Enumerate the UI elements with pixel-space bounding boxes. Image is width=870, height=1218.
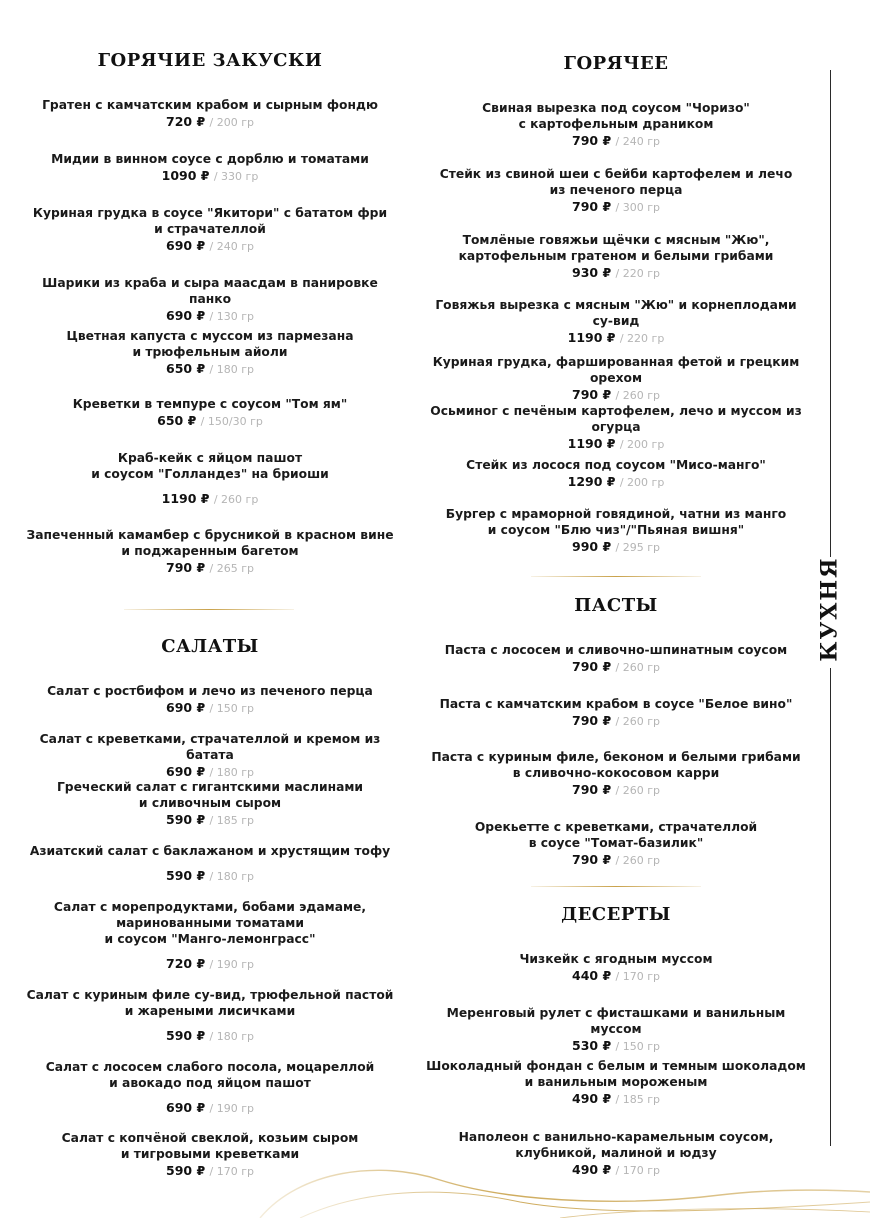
item-price-row <box>426 474 806 491</box>
item-price-row <box>426 968 806 985</box>
item-weight: / 200 гр <box>619 476 665 489</box>
item-weight: / 240 гр <box>615 135 660 148</box>
item-weight: / 180 гр <box>209 766 254 779</box>
menu-item <box>20 779 400 829</box>
menu-item <box>426 457 806 491</box>
side-rule-top <box>830 70 831 557</box>
item-price-row <box>20 868 400 885</box>
item-name: Краб-кейк с яйцом пашот и соусом "Голландез" на бриоши <box>91 451 329 481</box>
section-title-salads: САЛАТЫ <box>161 636 259 657</box>
gold-divider <box>124 609 294 610</box>
item-price: 690 ₽ <box>166 764 206 779</box>
item-name: Говяжья вырезка с мясным "Жю" и корнеплодами су-вид <box>435 298 797 328</box>
item-weight: / 190 гр <box>209 1102 254 1115</box>
item-price-row <box>426 1091 806 1108</box>
item-weight: / 185 гр <box>615 1093 660 1106</box>
menu-item <box>426 166 806 216</box>
item-price-row <box>426 1038 806 1055</box>
item-name: Стейк из лосося под соусом "Мисо-манго" <box>466 458 766 472</box>
menu-item <box>426 819 806 869</box>
item-price: 650 ₽ <box>157 413 197 428</box>
item-price-row <box>20 114 400 131</box>
section-title-desserts: ДЕСЕРТЫ <box>561 904 671 925</box>
item-name: Паста с куриным филе, беконом и белыми грибами в сливочно-кокосовом карри <box>431 750 801 780</box>
item-name: Салат с морепродуктами, бобами эдамаме, маринованными томатами и соусом "Манго-лемонграсс" <box>53 900 367 946</box>
menu-item <box>20 205 400 255</box>
menu-item <box>20 275 400 325</box>
menu-item <box>426 1058 806 1108</box>
item-price-row <box>426 265 806 282</box>
item-name: Салат с куриным филе су-вид, трюфельной пастой и жареными лисичками <box>26 988 394 1018</box>
menu-item <box>20 328 400 378</box>
menu-item <box>20 987 400 1045</box>
item-price: 690 ₽ <box>166 1100 206 1115</box>
item-name: Шарики из краба и сыра маасдам в панировке панко <box>42 276 378 306</box>
item-weight: / 260 гр <box>615 715 660 728</box>
item-name: Салат с ростбифом и лечо из печеного перца <box>47 684 373 698</box>
item-name: Паста с лососем и сливочно-шпинатным соусом <box>444 643 788 657</box>
menu-item <box>20 97 400 131</box>
item-price: 650 ₽ <box>166 361 206 376</box>
item-price: 790 ₽ <box>572 133 612 148</box>
menu-item <box>426 506 806 556</box>
item-name: Креветки в темпуре с соусом "Том ям" <box>72 397 348 411</box>
item-price: 1190 ₽ <box>567 330 616 345</box>
item-name: Паста с камчатским крабом в соусе "Белое вино" <box>439 697 793 711</box>
item-weight: / 150 гр <box>615 1040 660 1053</box>
menu-item <box>426 749 806 799</box>
gold-divider <box>531 576 701 577</box>
item-price: 790 ₽ <box>572 782 612 797</box>
side-rule-bottom <box>830 668 831 1146</box>
side-label <box>810 556 850 662</box>
item-name: Шоколадный фондан с белым и темным шоколадом и ванильным мороженым <box>426 1059 806 1089</box>
item-price-row <box>426 133 806 150</box>
item-price-row <box>20 168 400 185</box>
item-name: Томлёные говяжьи щёчки с мясным "Жю", картофельным гратеном и белыми грибами <box>458 233 774 263</box>
item-weight: / 220 гр <box>615 267 660 280</box>
item-name: Азиатский салат с баклажаном и хрустящим тофу <box>29 844 391 858</box>
item-price: 930 ₽ <box>572 265 612 280</box>
item-price: 790 ₽ <box>572 852 612 867</box>
menu-item <box>426 354 806 404</box>
gold-divider <box>531 886 701 887</box>
item-weight: / 200 гр <box>209 116 254 129</box>
item-weight: / 260 гр <box>615 854 660 867</box>
item-price: 590 ₽ <box>166 812 206 827</box>
item-weight: / 180 гр <box>209 363 254 376</box>
item-name: Куриная грудка в соусе "Якитори" с бататом фри и страчателлой <box>32 206 388 236</box>
item-price-row <box>20 700 400 717</box>
item-name: Чизкейк с ягодным муссом <box>519 952 713 966</box>
item-weight: / 190 гр <box>209 958 254 971</box>
item-name: Меренговый рулет с фисташками и ванильным муссом <box>446 1006 786 1036</box>
menu-item <box>20 450 400 508</box>
item-weight: / 180 гр <box>209 870 254 883</box>
item-price-row <box>20 956 400 973</box>
wave-line <box>260 1170 870 1218</box>
item-weight: / 170 гр <box>615 1164 660 1177</box>
item-weight: / 260 гр <box>615 389 660 402</box>
item-price-row <box>426 199 806 216</box>
menu-item <box>426 696 806 730</box>
item-price: 590 ₽ <box>166 1028 206 1043</box>
item-price-row <box>426 330 806 347</box>
menu-item <box>20 527 400 577</box>
item-weight: / 240 гр <box>209 240 254 253</box>
item-price: 790 ₽ <box>166 560 206 575</box>
item-price: 590 ₽ <box>166 868 206 883</box>
item-weight: / 130 гр <box>209 310 254 323</box>
item-name: Греческий салат с гигантскими маслинами и сливочным сыром <box>56 780 364 810</box>
item-price: 1290 ₽ <box>567 474 616 489</box>
item-name: Орекьетте с креветками, страчателлой в соусе "Томат-базилик" <box>474 820 758 850</box>
section-title-pastas: ПАСТЫ <box>574 595 658 616</box>
item-price-row <box>20 1028 400 1045</box>
item-price-row <box>426 659 806 676</box>
item-weight: / 200 гр <box>619 438 665 451</box>
item-weight: / 170 гр <box>615 970 660 983</box>
item-price: 690 ₽ <box>166 308 206 323</box>
item-price-row <box>20 560 400 577</box>
item-price: 790 ₽ <box>572 713 612 728</box>
menu-item <box>426 642 806 676</box>
item-name: Гратен с камчатским крабом и сырным фондю <box>42 98 378 112</box>
item-weight: / 180 гр <box>209 1030 254 1043</box>
item-name: Салат с лососем слабого посола, моцареллой и авокадо под яйцом пашот <box>45 1060 375 1090</box>
item-name: Бургер с мраморной говядиной, чатни из манго и соусом "Блю чиз"/"Пьяная вишня" <box>445 507 787 537</box>
item-price: 1090 ₽ <box>161 168 210 183</box>
item-price: 690 ₽ <box>166 700 206 715</box>
item-weight: / 265 гр <box>209 562 254 575</box>
item-price: 490 ₽ <box>572 1091 612 1106</box>
item-weight: / 150/30 гр <box>200 415 263 428</box>
item-price-row <box>426 852 806 869</box>
side-label-text: КУХНЯ <box>817 556 843 662</box>
item-price-row <box>426 782 806 799</box>
item-price: 720 ₽ <box>166 956 206 971</box>
item-price: 440 ₽ <box>572 968 612 983</box>
item-weight: / 260 гр <box>213 493 259 506</box>
menu-item <box>426 951 806 985</box>
menu-item <box>20 396 400 430</box>
item-price-row <box>20 491 400 508</box>
item-weight: / 295 гр <box>615 541 660 554</box>
item-price: 590 ₽ <box>166 1163 206 1178</box>
item-price-row <box>20 238 400 255</box>
item-price: 720 ₽ <box>166 114 206 129</box>
menu-item <box>426 403 806 453</box>
item-price-row <box>20 361 400 378</box>
section-title-hot-appetizers: ГОРЯЧИЕ ЗАКУСКИ <box>97 50 323 71</box>
decorative-waves <box>0 1150 870 1218</box>
item-name: Свиная вырезка под соусом "Чоризо" с картофельным драником <box>482 101 750 131</box>
item-price: 530 ₽ <box>572 1038 612 1053</box>
menu-item <box>20 899 400 973</box>
menu-item <box>426 232 806 282</box>
item-price: 490 ₽ <box>572 1162 612 1177</box>
menu-item <box>20 843 400 885</box>
item-price: 790 ₽ <box>572 387 612 402</box>
menu-item <box>426 100 806 150</box>
item-weight: / 300 гр <box>615 201 660 214</box>
item-price-row <box>426 713 806 730</box>
item-price: 1190 ₽ <box>567 436 616 451</box>
item-price-row <box>20 413 400 430</box>
menu-item <box>20 1059 400 1117</box>
item-name: Осьминог с печёным картофелем, лечо и муссом из огурца <box>430 404 802 434</box>
item-name: Стейк из свиной шеи с бейби картофелем и лечо из печеного перца <box>439 167 793 197</box>
item-name: Куриная грудка, фаршированная фетой и грецким орехом <box>432 355 800 385</box>
item-weight: / 150 гр <box>209 702 254 715</box>
item-weight: / 185 гр <box>209 814 254 827</box>
item-price-row <box>20 812 400 829</box>
item-name: Цветная капуста с муссом из пармезана и трюфельным айоли <box>66 329 354 359</box>
item-name: Салат с копчёной свеклой, козьим сыром и тигровыми креветками <box>61 1131 359 1161</box>
item-price: 790 ₽ <box>572 199 612 214</box>
item-price-row <box>20 308 400 325</box>
item-price-row <box>426 436 806 453</box>
menu-item <box>20 683 400 717</box>
item-name: Салат с креветками, страчателлой и кремом из батата <box>39 732 381 762</box>
item-price: 1190 ₽ <box>161 491 210 506</box>
item-weight: / 330 гр <box>213 170 259 183</box>
item-name: Мидии в винном соусе с дорблю и томатами <box>51 152 369 166</box>
item-name: Наполеон с ванильно-карамельным соусом, клубникой, малиной и юдзу <box>458 1130 774 1160</box>
item-price: 790 ₽ <box>572 659 612 674</box>
item-weight: / 260 гр <box>615 784 660 797</box>
item-price-row <box>426 539 806 556</box>
menu-item <box>20 151 400 185</box>
item-weight: / 170 гр <box>209 1165 254 1178</box>
item-weight: / 260 гр <box>615 661 660 674</box>
item-price-row <box>20 1100 400 1117</box>
item-name: Запеченный камамбер с брусникой в красном вине и поджаренным багетом <box>26 528 394 558</box>
item-price-row <box>426 387 806 404</box>
item-price: 990 ₽ <box>572 539 612 554</box>
item-price: 690 ₽ <box>166 238 206 253</box>
menu-item <box>426 1005 806 1055</box>
wave-line <box>300 1192 870 1218</box>
menu-item <box>426 297 806 347</box>
section-title-hot: ГОРЯЧЕЕ <box>563 53 669 74</box>
menu-item <box>20 731 400 781</box>
item-weight: / 220 гр <box>619 332 665 345</box>
